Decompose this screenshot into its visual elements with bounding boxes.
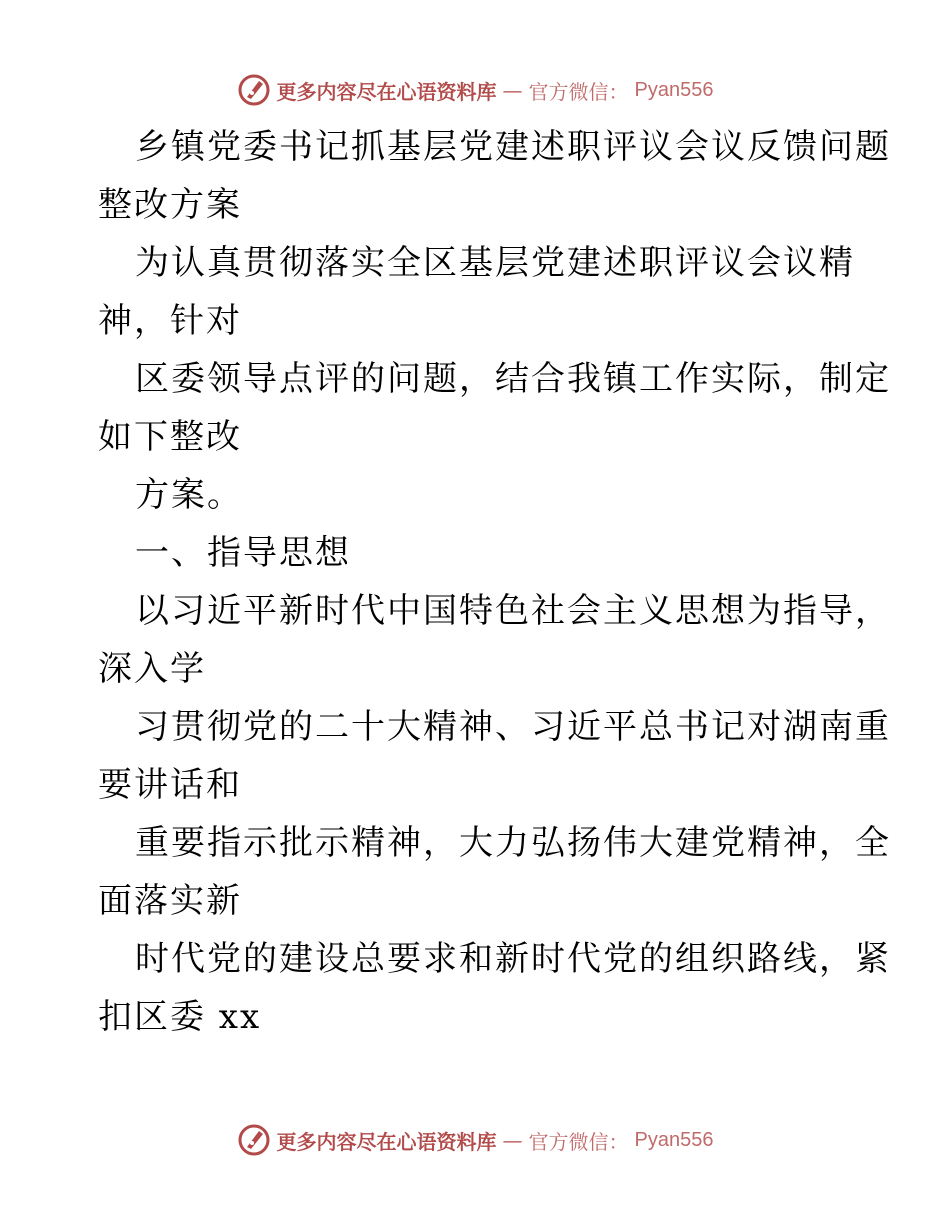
header-banner: [0, 70, 950, 110]
document-body: [98, 118, 891, 1046]
document-line: 扣区委 xx: [98, 997, 262, 1037]
document-line: 神，针对: [98, 301, 242, 341]
document-line: 区委领导点评的问题，结合我镇工作实际，制定: [135, 359, 891, 399]
footer-wechat-label: 官方微信：: [528, 1129, 629, 1154]
document-line: 要讲话和: [98, 765, 242, 805]
document-line: 时代党的建设总要求和新时代党的组织路线，紧: [135, 939, 891, 979]
document-line: 以习近平新时代中国特色社会主义思想为指导，: [135, 591, 891, 631]
document-line: 如下整改: [98, 417, 242, 457]
header-banner-inner: [237, 73, 714, 107]
footer-wechat-id: Pyan556: [634, 1128, 714, 1151]
document-line: 整改方案: [98, 185, 242, 225]
document-line: 乡镇党委书记抓基层党建述职评议会议反馈问题: [135, 127, 891, 167]
document-line: 面落实新: [98, 881, 242, 921]
document-line: 习贯彻党的二十大精神、习近平总书记对湖南重: [135, 707, 891, 747]
header-wechat-id: Pyan556: [634, 78, 714, 101]
footer-banner: [0, 1120, 950, 1160]
document-line: 为认真贯彻落实全区基层党建述职评议会议精: [135, 243, 855, 283]
header-wechat-label: 官方微信：: [528, 79, 629, 104]
footer-banner-separator: —: [502, 1128, 523, 1152]
document-line: 深入学: [98, 649, 206, 689]
document-line: 一、指导思想: [135, 533, 351, 573]
document-line: 重要指示批示精神，大力弘扬伟大建党精神，全: [135, 823, 891, 863]
header-banner-separator: —: [502, 78, 523, 102]
header-banner-text: 更多内容尽在心语资料库: [276, 79, 497, 104]
quill-logo-icon: [237, 1123, 271, 1157]
footer-banner-text: 更多内容尽在心语资料库: [276, 1129, 497, 1154]
footer-banner-inner: [237, 1123, 714, 1157]
quill-logo-icon: [237, 73, 271, 107]
document-line: 方案。: [135, 475, 243, 515]
